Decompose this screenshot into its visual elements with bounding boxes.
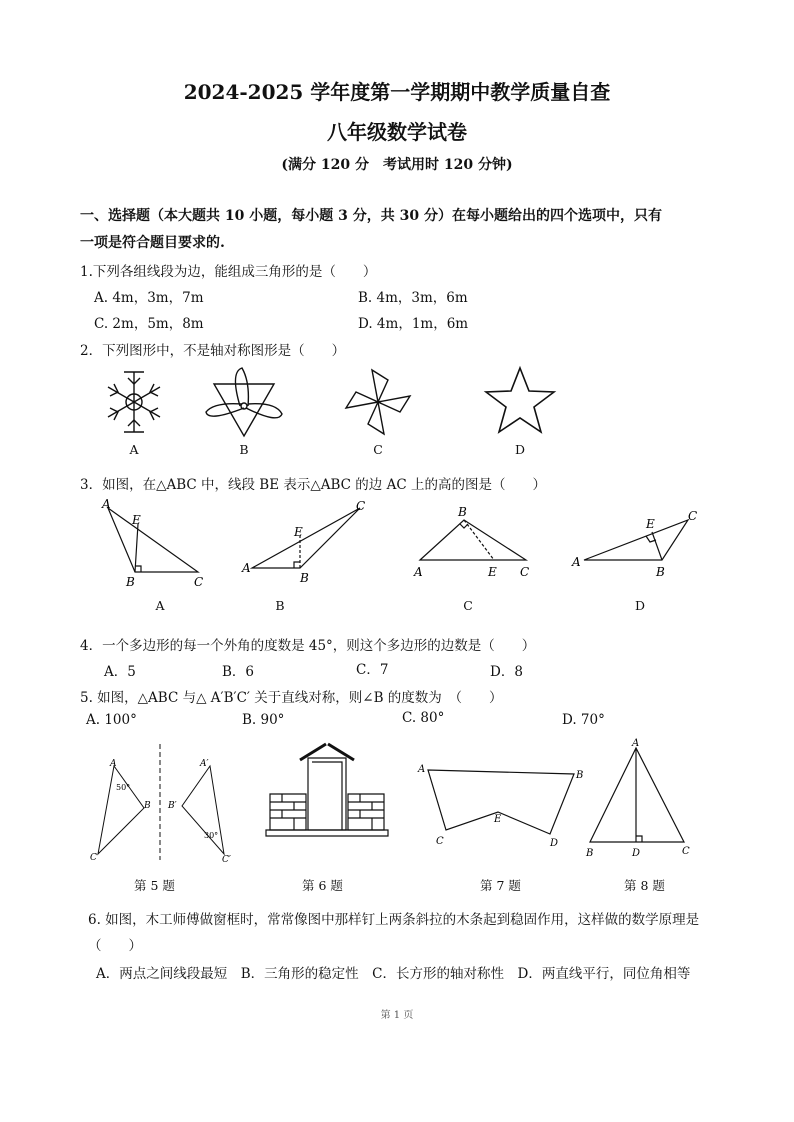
figures-row <box>84 738 714 866</box>
star-figure <box>486 368 554 432</box>
fig6-caption: 第 6 题 <box>302 878 343 893</box>
q4-option-a: A．5 <box>104 664 136 680</box>
page-number: 第 1 页 <box>380 1010 414 1021</box>
q3-label-d: D <box>634 598 646 613</box>
svg-text:B: B <box>576 770 584 781</box>
q3-triangle-a <box>108 508 198 572</box>
svg-text:C: C <box>682 846 690 857</box>
svg-text:D: D <box>632 848 641 859</box>
q3-triangle-c <box>420 520 526 560</box>
fig5-angle-30: 30° <box>204 831 219 840</box>
svg-text:E: E <box>294 525 303 539</box>
q2-label-b: B <box>239 442 249 457</box>
q1-option-a: A. 4m，3m，7m <box>94 290 204 306</box>
svg-text:E: E <box>494 814 502 825</box>
snowflake-figure <box>108 372 160 432</box>
svg-text:C: C <box>90 853 97 863</box>
svg-text:A: A <box>572 555 581 569</box>
fig8-triangle-altitude <box>590 748 684 842</box>
q2-label-c: C <box>373 442 383 457</box>
svg-text:B: B <box>300 571 309 585</box>
section-heading-line2: 一项是符合题目要求的. <box>80 235 225 251</box>
q4-option-b: B．6 <box>222 664 255 680</box>
q1-option-c: C. 2m，5m，8m <box>94 316 204 332</box>
svg-text:B: B <box>656 565 665 579</box>
svg-text:C: C <box>436 836 444 847</box>
q3-triangle-b <box>252 508 360 568</box>
exam-title: 2024-2025 学年度第一学期期中教学质量自查 <box>183 80 611 104</box>
q3-triangle-d <box>584 520 688 560</box>
exam-note: (满分 120 分 考试用时 120 分钟) <box>281 157 513 173</box>
q2-stem: 2．下列图形中，不是轴对称图形是（ ） <box>80 343 346 359</box>
q1-option-d: D. 4m，1m，6m <box>358 316 469 332</box>
svg-text:C: C <box>194 575 204 589</box>
q4-option-c: C．7 <box>356 662 389 678</box>
svg-text:D: D <box>550 838 559 849</box>
svg-text:B: B <box>144 801 151 811</box>
svg-text:A: A <box>110 759 117 769</box>
svg-text:A: A <box>632 738 640 749</box>
fig5-angle-50: 50° <box>116 783 131 792</box>
q6-paren: （ ） <box>88 938 142 954</box>
q2-label-d: D <box>514 442 526 457</box>
section-heading-line1: 一、选择题（本大题共 10 小题，每小题 3 分，共 30 分）在每小题给出的四个选项中，只有 <box>80 208 662 224</box>
svg-text:C: C <box>688 509 698 523</box>
q6-stem: 6. 如图，木工师傅做窗框时，常常像图中那样钉上两条斜拉的木条起到稳固作用，这样做的数学原理是 <box>88 912 700 928</box>
svg-text:E: E <box>488 565 497 579</box>
q2-figures <box>80 364 600 440</box>
svg-text:A: A <box>414 565 423 579</box>
exam-subtitle: 八年级数学试卷 <box>327 120 467 144</box>
pinwheel-figure <box>346 370 410 434</box>
q1-stem: 1.下列各组线段为边，能组成三角形的是（ ） <box>80 264 377 280</box>
q5-option-b: B. 90° <box>242 712 285 728</box>
q5-stem: 5. 如图，△ABC 与△ A′B′C′ 关于直线对称，则∠B 的度数为 （ ） <box>80 690 503 706</box>
svg-text:B: B <box>126 575 135 589</box>
svg-text:E: E <box>646 517 655 531</box>
svg-text:B: B <box>586 848 594 859</box>
q3-label-b: B <box>275 598 285 613</box>
triangle-propeller-figure <box>206 368 282 436</box>
q2-label-a: A <box>129 442 139 457</box>
q5-option-d: D. 70° <box>562 712 605 728</box>
q5-option-c: C. 80° <box>402 710 445 726</box>
svg-text:C: C <box>520 565 530 579</box>
svg-text:B′: B′ <box>168 801 177 811</box>
fig6-window-frame <box>266 744 388 836</box>
q5-option-a: A. 100° <box>86 712 137 728</box>
q1-option-b: B. 4m，3m，6m <box>358 290 468 306</box>
q3-stem: 3．如图，在△ABC 中，线段 BE 表示△ABC 的边 AC 上的高的图是（ ） <box>80 477 546 493</box>
q3-label-c: C <box>463 598 473 613</box>
q3-label-a: A <box>155 598 165 613</box>
svg-text:B: B <box>458 505 467 519</box>
q4-stem: 4．一个多边形的每一个外角的度数是 45°，则这个多边形的边数是（ ） <box>80 638 536 654</box>
svg-text:C: C <box>356 499 366 513</box>
q4-option-d: D．8 <box>490 664 523 680</box>
fig5-caption: 第 5 题 <box>134 878 175 893</box>
fig7-caption: 第 7 题 <box>480 878 521 893</box>
q6-options: A．两点之间线段最短 B．三角形的稳定性 C．长方形的轴对称性 D．两直线平行，同位角相等 <box>96 966 691 982</box>
svg-text:C′: C′ <box>222 855 231 865</box>
fig8-caption: 第 8 题 <box>624 878 665 893</box>
svg-text:A: A <box>242 561 251 575</box>
svg-text:A′: A′ <box>200 759 209 769</box>
svg-text:E: E <box>132 513 141 527</box>
svg-text:A: A <box>102 497 111 511</box>
q3-figures <box>90 496 720 596</box>
svg-text:A: A <box>418 764 426 775</box>
